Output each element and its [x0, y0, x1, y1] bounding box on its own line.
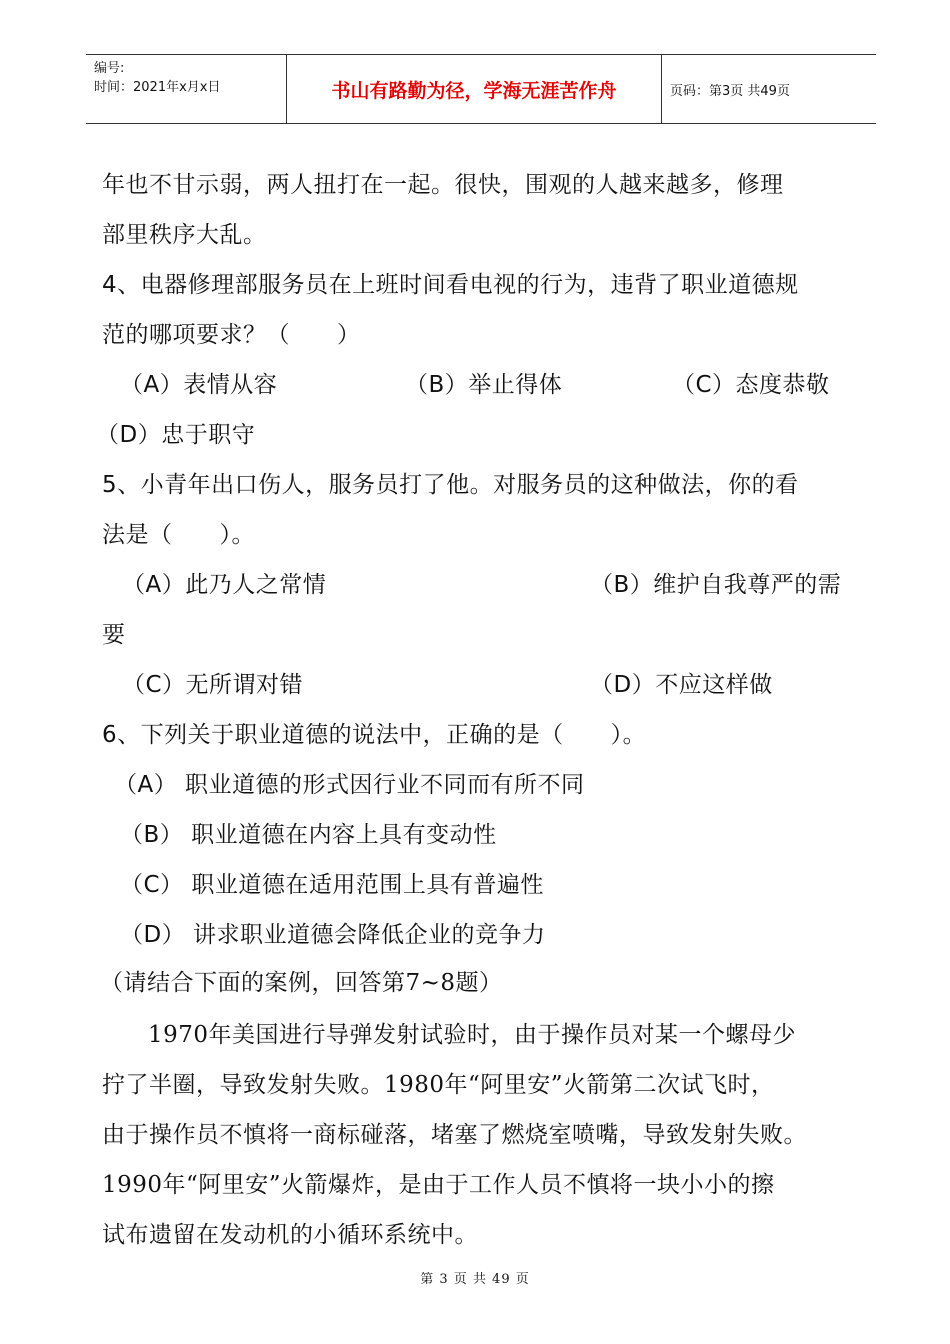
header-meta [86, 55, 286, 127]
q4-option-c: （C）态度恭敬 [672, 372, 830, 398]
question-4-text: 范的哪项要求？（ ） [102, 322, 361, 348]
case-paragraph-line: 由于操作员不慎将一商标碰落，堵塞了燃烧室喷嘴，导致发射失败。 [102, 1122, 807, 1148]
q6-option-d: （D） 讲求职业道德会降低企业的竞争力 [120, 922, 546, 948]
time-label: 时间：2021年x月x日 [94, 80, 221, 95]
q6-option-c: （C） 职业道德在适用范围上具有普遍性 [120, 872, 544, 898]
q4-option-a: （A）表情从容 [120, 372, 278, 398]
question-4-text: 4、电器修理部服务员在上班时间看电视的行为，违背了职业道德规 [102, 272, 799, 298]
q5-option-d: （D）不应这样做 [590, 672, 773, 698]
q4-option-d: （D）忠于职守 [96, 422, 256, 448]
number-label: 编号: [94, 61, 125, 76]
page-footer: 第 3 页 共 49 页 [420, 1272, 530, 1287]
header-motto: 书山有路勤为径，学海无涯苦作舟 [286, 55, 662, 123]
case-paragraph-line: 拧了半圈，导致发射失败。1980年“阿里安”火箭第二次试飞时， [102, 1072, 775, 1098]
question-5-text: 5、小青年出口伤人，服务员打了他。对服务员的这种做法，你的看 [102, 472, 799, 498]
question-6-text: 6、下列关于职业道德的说法中，正确的是（ ）。 [102, 722, 647, 748]
case-intro: （请结合下面的案例，回答第7~8题） [100, 970, 503, 996]
q6-option-b: （B） 职业道德在内容上具有变动性 [120, 822, 497, 848]
header-page-info: 页码：第3页 共49页 [670, 83, 790, 99]
q5-option-c: （C）无所谓对错 [122, 672, 304, 698]
paragraph-line: 年也不甘示弱，两人扭打在一起。很快，围观的人越来越多，修理 [102, 172, 784, 198]
q6-option-a: （A） 职业道德的形式因行业不同而有所不同 [114, 772, 585, 798]
q5-option-b: （B）维护自我尊严的需 [590, 572, 842, 598]
case-paragraph-line: 试布遗留在发动机的小循环系统中。 [102, 1222, 478, 1248]
question-5-text: 法是（ ）。 [102, 522, 255, 548]
case-paragraph-line: 1970年美国进行导弹发射试验时，由于操作员对某一个螺母少 [148, 1022, 797, 1048]
case-paragraph-line: 1990年“阿里安”火箭爆炸，是由于工作人员不慎将一块小小的擦 [102, 1172, 775, 1198]
q4-option-b: （B）举止得体 [405, 372, 563, 398]
q5-option-b-cont: 要 [102, 622, 126, 648]
page-header [86, 54, 876, 124]
paragraph-line: 部里秩序大乱。 [102, 222, 267, 248]
q5-option-a: （A）此乃人之常情 [122, 572, 327, 598]
